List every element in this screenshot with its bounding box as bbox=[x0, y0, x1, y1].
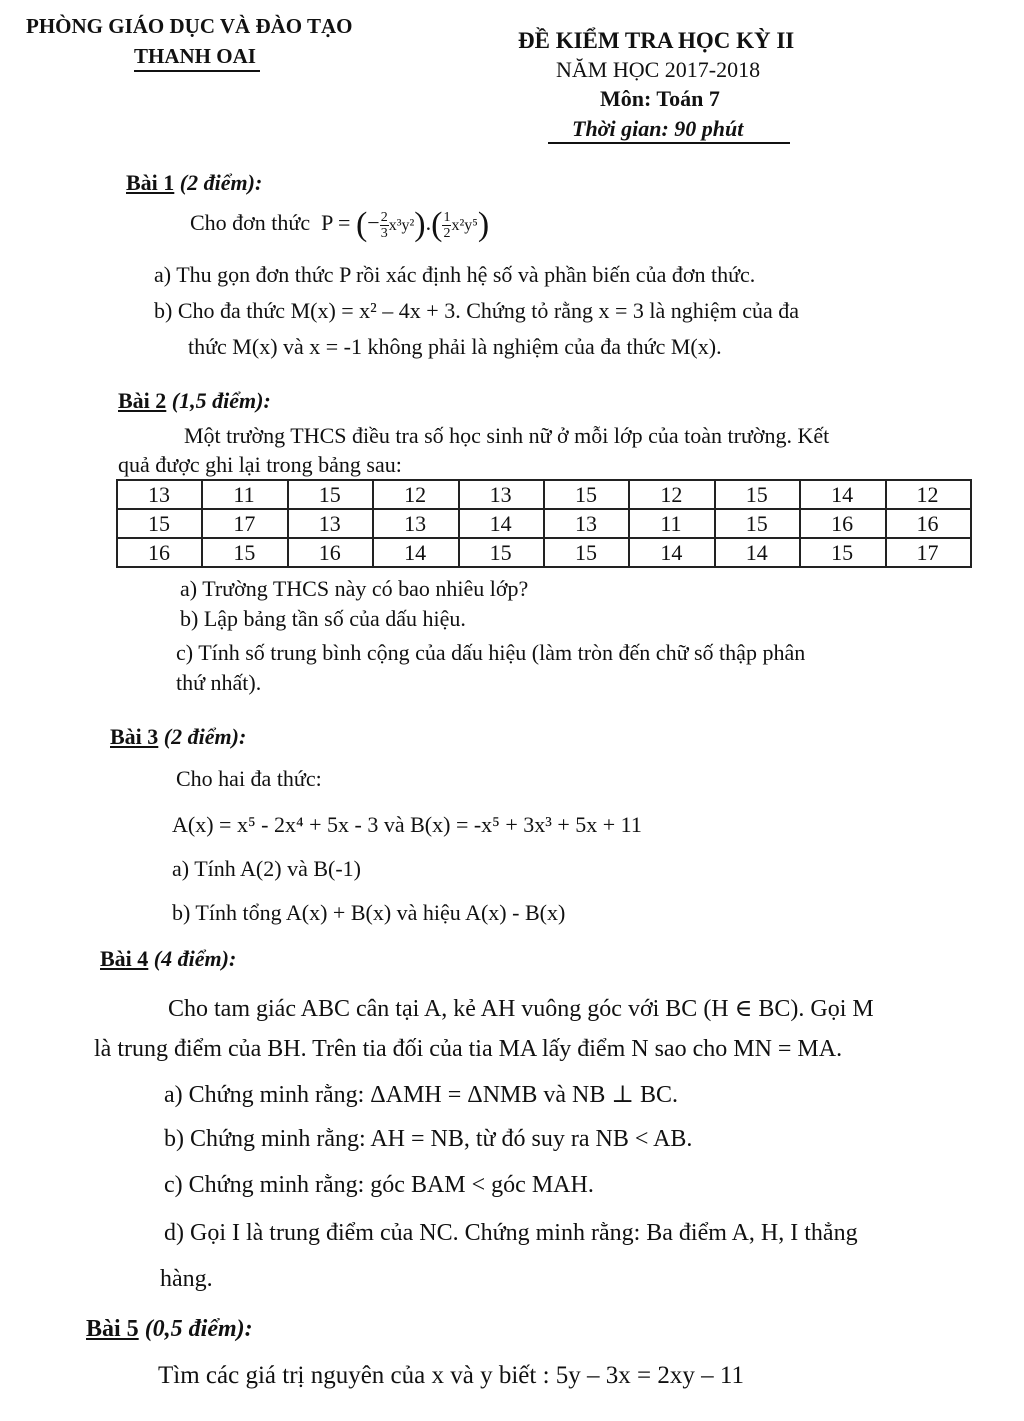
table-cell: 16 bbox=[800, 509, 885, 538]
bai4-intro: Cho tam giác ABC cân tại A, kẻ AH vuông góc với BC (H ∈ BC). Gọi M bbox=[168, 996, 874, 1022]
subject: Môn: Toán 7 bbox=[600, 86, 720, 111]
bai2-question-c: c) Tính số trung bình cộng của dấu hiệu (làm tròn đến chữ số thập phân bbox=[176, 640, 806, 665]
bai1-question-a: a) Thu gọn đơn thức P rồi xác định hệ số và phần biến của đơn thức. bbox=[154, 262, 756, 287]
bai1-heading: Bài 1 (2 điểm): bbox=[126, 170, 263, 195]
table-cell: 15 bbox=[202, 538, 287, 567]
duration-underline bbox=[548, 142, 790, 144]
bai4-question-c: c) Chứng minh rằng: góc BAM < góc MAH. bbox=[164, 1172, 594, 1198]
table-cell: 13 bbox=[373, 509, 458, 538]
table-cell: 17 bbox=[202, 509, 287, 538]
table-cell: 14 bbox=[715, 538, 800, 567]
bai2-intro: Một trường THCS điều tra số học sinh nữ ở mỗi lớp của toàn trường. Kết bbox=[184, 423, 830, 448]
table-cell: 12 bbox=[373, 480, 458, 509]
table-cell: 11 bbox=[629, 509, 714, 538]
table-row bbox=[117, 509, 971, 538]
table-cell: 13 bbox=[117, 480, 202, 509]
bai4-question-d: d) Gọi I là trung điểm của NC. Chứng minh rằng: Ba điểm A, H, I thẳng bbox=[164, 1220, 858, 1246]
table-cell: 15 bbox=[117, 509, 202, 538]
district-name: THANH OAI bbox=[134, 44, 256, 68]
bai3-question-a: a) Tính A(2) và B(-1) bbox=[172, 856, 361, 881]
bai1-question-b: b) Cho đa thức M(x) = x² – 4x + 3. Chứng tỏ rằng x = 3 là nghiệm của đa bbox=[154, 298, 800, 323]
table-cell: 15 bbox=[288, 480, 373, 509]
exam-title: ĐỀ KIỂM TRA HỌC KỲ II bbox=[518, 28, 795, 53]
district-underline bbox=[134, 70, 260, 72]
table-cell: 15 bbox=[459, 538, 544, 567]
bai5-heading: Bài 5 (0,5 điểm): bbox=[86, 1316, 253, 1342]
table-row bbox=[117, 480, 971, 509]
table-cell: 14 bbox=[459, 509, 544, 538]
table-cell: 15 bbox=[544, 538, 629, 567]
table-cell: 14 bbox=[629, 538, 714, 567]
data-table bbox=[116, 479, 972, 568]
table-cell: 16 bbox=[886, 509, 971, 538]
duration: Thời gian: 90 phút bbox=[572, 116, 744, 141]
bai3-intro: Cho hai đa thức: bbox=[176, 766, 322, 791]
table-row bbox=[117, 538, 971, 567]
table-cell: 15 bbox=[544, 480, 629, 509]
table-cell: 14 bbox=[373, 538, 458, 567]
table-cell: 12 bbox=[886, 480, 971, 509]
table-cell: 11 bbox=[202, 480, 287, 509]
bai4-question-d-cont: hàng. bbox=[160, 1266, 213, 1292]
bai3-polynomials: A(x) = x⁵ - 2x⁴ + 5x - 3 và B(x) = -x⁵ + 3x³ + 5x + 11 bbox=[172, 812, 642, 837]
bai5-question: Tìm các giá trị nguyên của x và y biết : 5y – 3x = 2xy – 11 bbox=[158, 1362, 744, 1389]
bai2-heading: Bài 2 (1,5 điểm): bbox=[118, 388, 271, 413]
bai2-question-c-cont: thứ nhất). bbox=[176, 670, 262, 695]
bai4-question-a: a) Chứng minh rằng: ΔAMH = ΔNMB và NB ⊥ BC. bbox=[164, 1082, 678, 1108]
table-cell: 13 bbox=[544, 509, 629, 538]
bai1-question-b-cont: thức M(x) và x = -1 không phải là nghiệm của đa thức M(x). bbox=[188, 334, 722, 359]
table-cell: 17 bbox=[886, 538, 971, 567]
table-cell: 12 bbox=[629, 480, 714, 509]
bai2-question-b: b) Lập bảng tần số của dấu hiệu. bbox=[180, 606, 466, 631]
bai3-heading: Bài 3 (2 điểm): bbox=[110, 724, 247, 749]
table-cell: 13 bbox=[288, 509, 373, 538]
table-cell: 15 bbox=[715, 480, 800, 509]
bai4-heading: Bài 4 (4 điểm): bbox=[100, 946, 237, 971]
table-cell: 16 bbox=[288, 538, 373, 567]
department-name: PHÒNG GIÁO DỤC VÀ ĐÀO TẠO bbox=[26, 14, 353, 38]
bai4-intro-cont: là trung điểm của BH. Trên tia đối của tia MA lấy điểm N sao cho MN = MA. bbox=[94, 1036, 843, 1062]
school-year: NĂM HỌC 2017-2018 bbox=[556, 57, 761, 82]
bai1-monomial: Cho đơn thức P = (− $\frac{2}{3}$ x³y²).( $\frac{1}{2}$ x²y⁵) bbox=[190, 206, 490, 243]
table-cell: 16 bbox=[117, 538, 202, 567]
table-cell: 15 bbox=[800, 538, 885, 567]
bai2-intro-cont: quả được ghi lại trong bảng sau: bbox=[118, 452, 402, 477]
bai4-question-b: b) Chứng minh rằng: AH = NB, từ đó suy ra NB < AB. bbox=[164, 1126, 693, 1152]
table-cell: 14 bbox=[800, 480, 885, 509]
bai3-question-b: b) Tính tổng A(x) + B(x) và hiệu A(x) - B(x) bbox=[172, 900, 566, 925]
table-cell: 13 bbox=[459, 480, 544, 509]
table-cell: 15 bbox=[715, 509, 800, 538]
bai2-question-a: a) Trường THCS này có bao nhiêu lớp? bbox=[180, 576, 529, 601]
